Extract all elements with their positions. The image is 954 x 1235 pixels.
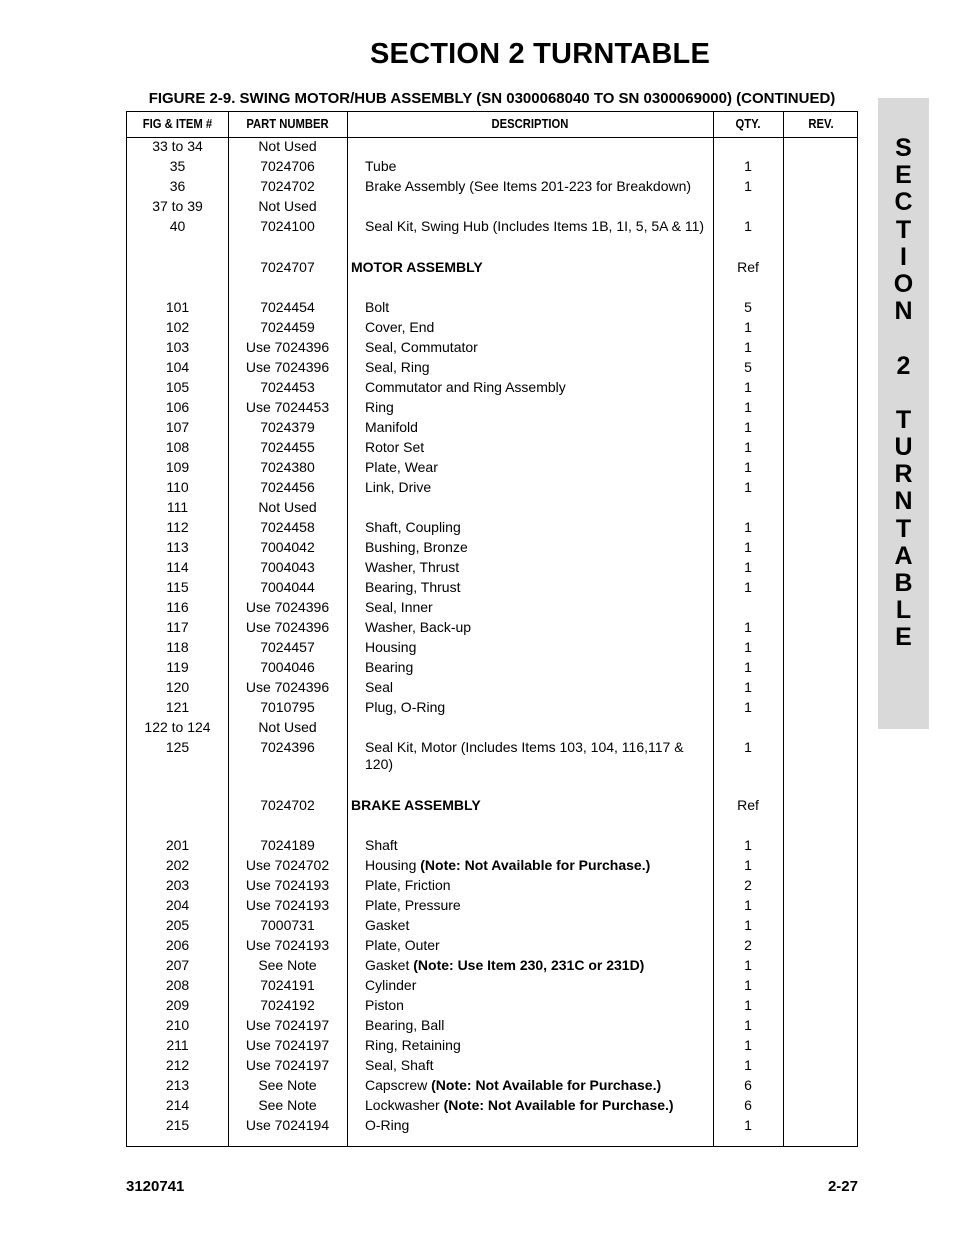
fig-item-cell: 215	[165, 1117, 190, 1133]
qty-cell: 1	[744, 1037, 752, 1053]
table-row	[127, 1097, 857, 1117]
part-number-cell: 7024380	[260, 459, 315, 475]
table-row	[127, 339, 857, 359]
part-number-cell: Use 7024193	[245, 877, 330, 893]
description-cell	[365, 957, 713, 974]
description-text: Housing	[365, 857, 421, 873]
qty-cell: 1	[744, 917, 752, 933]
fig-item-cell: 207	[165, 957, 190, 973]
description-cell	[365, 419, 713, 436]
description-text: Plate, Outer	[365, 937, 440, 953]
qty-cell: 1	[744, 619, 752, 635]
side-tab-letter: T	[895, 514, 912, 543]
part-number-cell: 7024455	[260, 439, 315, 455]
table-row	[127, 739, 857, 797]
description-text: Plate, Friction	[365, 877, 451, 893]
description-text: Lockwasher	[365, 1097, 444, 1113]
header-qty: QTY.	[735, 117, 761, 131]
table-row	[127, 319, 857, 339]
qty-cell: 1	[744, 158, 752, 174]
description-cell	[365, 319, 713, 336]
table-row	[127, 639, 857, 659]
part-number-cell: Use 7024194	[245, 1117, 330, 1133]
table-row	[127, 1057, 857, 1077]
qty-cell: 1	[744, 559, 752, 575]
fig-item-cell: 102	[165, 319, 190, 335]
fig-item-cell: 210	[165, 1017, 190, 1033]
side-tab-letter: N	[894, 297, 913, 326]
qty-cell: 1	[744, 679, 752, 695]
part-number-cell: 7024707	[260, 259, 315, 275]
qty-cell: 6	[744, 1097, 752, 1113]
description-cell	[365, 917, 713, 934]
side-tab-letter: A	[894, 541, 913, 570]
description-cell	[365, 977, 713, 994]
table-row	[127, 138, 857, 158]
table-row	[127, 479, 857, 499]
qty-cell: 1	[744, 997, 752, 1013]
table-row	[127, 797, 857, 837]
description-cell	[365, 1057, 713, 1074]
qty-cell: 1	[744, 419, 752, 435]
qty-cell: 1	[744, 459, 752, 475]
table-row	[127, 419, 857, 439]
description-cell	[365, 619, 713, 636]
document-number: 3120741	[126, 1178, 185, 1195]
part-number-cell: 7004044	[260, 579, 315, 595]
qty-cell: 1	[744, 218, 752, 234]
qty-cell: 1	[744, 379, 752, 395]
table-row	[127, 299, 857, 319]
description-text: Seal, Commutator	[365, 339, 478, 355]
fig-item-cell: 111	[166, 499, 189, 515]
fig-item-cell: 112	[166, 519, 189, 535]
description-text: Gasket	[365, 917, 410, 933]
description-cell	[365, 997, 713, 1014]
part-number-cell: Use 7024396	[245, 619, 330, 635]
fig-item-cell: 120	[165, 679, 190, 695]
description-text: Bearing, Thrust	[365, 579, 461, 595]
qty-cell: Ref	[737, 259, 759, 275]
description-text: Bearing, Ball	[365, 1017, 445, 1033]
qty-cell: 2	[744, 937, 752, 953]
part-number-cell: 7024457	[260, 639, 315, 655]
table-row	[127, 1037, 857, 1057]
side-tab-letter: O	[893, 269, 914, 298]
side-tab-letter	[878, 325, 929, 352]
table-row	[127, 837, 857, 857]
fig-item-cell: 202	[165, 857, 190, 873]
description-text: O-Ring	[365, 1117, 410, 1133]
description-cell	[365, 579, 713, 596]
description-cell	[365, 877, 713, 894]
qty-cell: 1	[744, 539, 752, 555]
qty-cell: 1	[744, 1057, 752, 1073]
description-cell	[365, 299, 713, 316]
section-side-tab	[878, 98, 929, 729]
fig-item-cell: 213	[165, 1077, 190, 1093]
side-tab-letter	[878, 380, 929, 407]
fig-item-cell: 35	[169, 158, 186, 174]
table-row	[127, 178, 857, 198]
table-row	[127, 259, 857, 299]
fig-item-cell: 212	[165, 1057, 190, 1073]
table-row	[127, 1017, 857, 1037]
description-cell	[365, 459, 713, 476]
fig-item-cell: 115	[166, 579, 189, 595]
header-fig-item: FIG & ITEM #	[142, 117, 213, 131]
description-text: Commutator and Ring Assembly	[365, 379, 566, 395]
fig-item-cell: 206	[165, 937, 190, 953]
description-cell	[351, 259, 713, 276]
qty-cell: 1	[744, 178, 752, 194]
fig-item-cell: 209	[165, 997, 190, 1013]
description-text: Cylinder	[365, 977, 417, 993]
description-text: Seal	[365, 679, 394, 695]
description-text: BRAKE ASSEMBLY	[351, 797, 481, 813]
table-row	[127, 977, 857, 997]
part-number-cell: Use 7024197	[245, 1037, 330, 1053]
description-cell	[365, 379, 713, 396]
qty-cell: 5	[744, 299, 752, 315]
side-tab-letter: B	[894, 569, 913, 597]
header-description: DESCRIPTION	[491, 117, 569, 131]
part-number-cell: 7024396	[260, 739, 315, 755]
part-number-cell: 7024453	[260, 379, 315, 395]
fig-item-cell: 205	[165, 917, 190, 933]
description-text: Bearing	[365, 659, 414, 675]
fig-item-cell: 108	[165, 439, 190, 455]
header-part-number: PART NUMBER	[246, 117, 329, 131]
table-row	[127, 198, 857, 218]
part-number-cell: See Note	[258, 1077, 317, 1093]
table-row	[127, 539, 857, 559]
table-row	[127, 937, 857, 957]
side-tab-letter: L	[895, 596, 912, 625]
part-number-cell: Not Used	[258, 138, 317, 154]
description-text: Seal, Shaft	[365, 1057, 434, 1073]
qty-cell: 1	[744, 897, 752, 913]
qty-cell: 1	[744, 479, 752, 495]
description-text: Washer, Thrust	[365, 559, 460, 575]
description-cell	[365, 679, 713, 696]
description-cell	[365, 178, 713, 195]
description-text: Manifold	[365, 419, 418, 435]
description-cell	[365, 857, 713, 874]
description-cell	[365, 739, 713, 773]
description-note: (Note: Not Available for Purchase.)	[443, 1097, 674, 1113]
part-number-cell: 7024100	[260, 218, 315, 234]
part-number-cell: Use 7024193	[245, 937, 330, 953]
fig-item-cell: 113	[166, 539, 189, 555]
side-tab-letter: 2	[896, 351, 911, 380]
fig-item-cell: 118	[166, 639, 189, 655]
qty-cell: 6	[744, 1077, 752, 1093]
description-cell	[365, 158, 713, 175]
qty-cell: 1	[744, 639, 752, 655]
fig-item-cell: 33 to 34	[152, 138, 203, 154]
side-tab-letter: R	[894, 460, 913, 489]
qty-cell: 1	[744, 1017, 752, 1033]
part-number-cell: Not Used	[258, 719, 317, 735]
description-text: Brake Assembly (See Items 201-223 for Breakdown)	[365, 178, 692, 194]
qty-cell: 1	[744, 319, 752, 335]
description-note: (Note: Not Available for Purchase.)	[431, 1077, 662, 1093]
parts-table	[126, 111, 858, 1147]
part-number-cell: Use 7024702	[245, 857, 330, 873]
description-text: Rotor Set	[365, 439, 425, 455]
description-note: (Note: Use Item 230, 231C or 231D)	[413, 957, 645, 973]
description-text: MOTOR ASSEMBLY	[351, 259, 483, 275]
fig-item-cell: 103	[165, 339, 190, 355]
section-title: SECTION 2 TURNTABLE	[370, 38, 710, 70]
description-cell	[365, 937, 713, 954]
part-number-cell: Not Used	[258, 499, 317, 515]
fig-item-cell: 114	[166, 559, 189, 575]
part-number-cell: 7024456	[260, 479, 315, 495]
description-text: Piston	[365, 997, 404, 1013]
qty-cell: 1	[744, 837, 752, 853]
fig-item-cell: 211	[166, 1037, 189, 1053]
part-number-cell: 7000731	[260, 917, 315, 933]
description-text: Shaft	[365, 837, 398, 853]
description-cell	[365, 897, 713, 914]
part-number-cell: 7004042	[260, 539, 315, 555]
description-cell	[365, 659, 713, 676]
description-cell	[365, 1117, 713, 1134]
part-number-cell: Use 7024453	[245, 399, 330, 415]
part-number-cell: See Note	[258, 1097, 317, 1113]
description-cell	[365, 1037, 713, 1054]
description-text: Ring, Retaining	[365, 1037, 461, 1053]
description-cell	[365, 599, 713, 616]
fig-item-cell: 107	[165, 419, 190, 435]
description-cell	[365, 699, 713, 716]
fig-item-cell: 204	[165, 897, 190, 913]
part-number-cell: 7004043	[260, 559, 315, 575]
description-text: Seal Kit, Swing Hub (Includes Items 1B, 1I, 5, 5A & 11)	[365, 218, 705, 234]
description-cell	[365, 399, 713, 416]
table-row	[127, 679, 857, 699]
side-tab-letter: S	[895, 134, 912, 162]
part-number-cell: 7024702	[260, 178, 315, 194]
fig-item-cell: 37 to 39	[152, 198, 203, 214]
part-number-cell: 7024459	[260, 319, 315, 335]
fig-item-cell: 105	[165, 379, 190, 395]
table-row	[127, 659, 857, 679]
page-number: 2-27	[827, 1178, 858, 1195]
description-cell	[365, 439, 713, 456]
fig-item-cell: 121	[165, 699, 190, 715]
part-number-cell: See Note	[258, 957, 317, 973]
table-row	[127, 599, 857, 619]
fig-item-cell: 208	[165, 977, 190, 993]
fig-item-cell: 119	[166, 659, 189, 675]
table-row	[127, 559, 857, 579]
part-number-cell: 7010795	[260, 699, 315, 715]
table-row	[127, 519, 857, 539]
description-text: Seal Kit, Motor (Includes Items 103, 104, 116,117 & 120)	[365, 739, 684, 772]
description-text: Capscrew	[365, 1077, 432, 1093]
table-row	[127, 439, 857, 459]
table-row	[127, 719, 857, 739]
table-row	[127, 158, 857, 178]
header-rev: REV.	[808, 117, 834, 131]
fig-item-cell: 40	[169, 218, 186, 234]
side-tab-letter: E	[895, 623, 912, 652]
description-cell	[365, 1077, 713, 1094]
description-cell	[365, 559, 713, 576]
qty-cell: 1	[744, 977, 752, 993]
part-number-cell: Use 7024396	[245, 599, 330, 615]
qty-cell: 1	[744, 579, 752, 595]
side-tab-letter: N	[894, 487, 913, 516]
side-tab-letter: U	[894, 433, 913, 462]
fig-item-cell: 104	[165, 359, 190, 375]
description-cell	[351, 797, 713, 814]
side-tab-letter: I	[900, 242, 907, 271]
fig-item-cell: 109	[165, 459, 190, 475]
table-row	[127, 917, 857, 937]
table-row	[127, 399, 857, 419]
part-number-cell: Not Used	[258, 198, 317, 214]
part-number-cell: 7024189	[260, 837, 315, 853]
description-text: Bolt	[365, 299, 390, 315]
part-number-cell: Use 7024193	[245, 897, 330, 913]
table-row	[127, 877, 857, 897]
fig-item-cell: 36	[169, 178, 186, 194]
table-body	[127, 138, 857, 1137]
table-row	[127, 499, 857, 519]
side-tab-letter: T	[895, 215, 912, 244]
qty-cell: 1	[744, 857, 752, 873]
fig-item-cell: 122 to 124	[144, 719, 211, 735]
side-tab-letter: E	[895, 161, 912, 190]
description-text: Washer, Back-up	[365, 619, 472, 635]
table-row	[127, 218, 857, 259]
fig-item-cell: 106	[165, 399, 190, 415]
qty-cell: 1	[744, 957, 752, 973]
table-row	[127, 359, 857, 379]
description-cell	[365, 359, 713, 376]
fig-item-cell: 101	[165, 299, 190, 315]
table-row	[127, 579, 857, 599]
table-row	[127, 1117, 857, 1137]
fig-item-cell: 110	[166, 479, 189, 495]
fig-item-cell: 125	[165, 739, 190, 755]
qty-cell: 1	[744, 699, 752, 715]
description-text: Cover, End	[365, 319, 435, 335]
fig-item-cell: 117	[166, 619, 189, 635]
part-number-cell: 7024454	[260, 299, 315, 315]
side-tab-letters	[878, 135, 929, 652]
description-text: Seal, Inner	[365, 599, 433, 615]
description-text: Ring	[365, 399, 394, 415]
qty-cell: 1	[744, 1117, 752, 1133]
part-number-cell: Use 7024396	[245, 339, 330, 355]
description-text: Tube	[365, 158, 397, 174]
fig-item-cell: 203	[165, 877, 190, 893]
description-cell	[365, 479, 713, 496]
description-text: Plug, O-Ring	[365, 699, 446, 715]
part-number-cell: 7024379	[260, 419, 315, 435]
description-cell	[365, 1097, 713, 1114]
part-number-cell: 7024191	[260, 977, 315, 993]
description-note: (Note: Not Available for Purchase.)	[420, 857, 651, 873]
qty-cell: 1	[744, 439, 752, 455]
qty-cell: 5	[744, 359, 752, 375]
table-row	[127, 1077, 857, 1097]
figure-title: FIGURE 2-9. SWING MOTOR/HUB ASSEMBLY (SN 0300068040 TO SN 0300069000) (CONTINUED)	[148, 90, 836, 107]
description-text: Plate, Pressure	[365, 897, 461, 913]
qty-cell: 1	[744, 339, 752, 355]
description-text: Seal, Ring	[365, 359, 430, 375]
part-number-cell: Use 7024197	[245, 1017, 330, 1033]
table-header	[127, 112, 857, 138]
part-number-cell: 7004046	[260, 659, 315, 675]
fig-item-cell: 116	[166, 599, 189, 615]
description-cell	[365, 339, 713, 356]
table-row	[127, 997, 857, 1017]
description-text: Bushing, Bronze	[365, 539, 468, 555]
side-tab-letter: T	[895, 405, 912, 434]
description-text: Link, Drive	[365, 479, 432, 495]
fig-item-cell: 201	[165, 837, 190, 853]
part-number-cell: 7024458	[260, 519, 315, 535]
description-text: Gasket	[365, 957, 414, 973]
qty-cell: 1	[744, 739, 752, 755]
table-row	[127, 857, 857, 877]
qty-cell: 2	[744, 877, 752, 893]
part-number-cell: Use 7024197	[245, 1057, 330, 1073]
description-text: Plate, Wear	[365, 459, 438, 475]
qty-cell: Ref	[737, 797, 759, 813]
part-number-cell: 7024706	[260, 158, 315, 174]
description-cell	[365, 837, 713, 854]
table-row	[127, 699, 857, 719]
table-row	[127, 897, 857, 917]
description-text: Shaft, Coupling	[365, 519, 461, 535]
part-number-cell: 7024192	[260, 997, 315, 1013]
part-number-cell: 7024702	[260, 797, 315, 813]
fig-item-cell: 214	[165, 1097, 190, 1113]
description-cell	[365, 539, 713, 556]
part-number-cell: Use 7024396	[245, 359, 330, 375]
description-cell	[365, 639, 713, 656]
qty-cell: 1	[744, 519, 752, 535]
table-row	[127, 379, 857, 399]
table-row	[127, 459, 857, 479]
description-cell	[365, 1017, 713, 1034]
qty-cell: 1	[744, 659, 752, 675]
description-cell	[365, 519, 713, 536]
qty-cell: 1	[744, 399, 752, 415]
table-row	[127, 957, 857, 977]
description-cell	[365, 218, 713, 235]
table-row	[127, 619, 857, 639]
side-tab-letter: C	[894, 188, 913, 217]
description-text: Housing	[365, 639, 417, 655]
part-number-cell: Use 7024396	[245, 679, 330, 695]
